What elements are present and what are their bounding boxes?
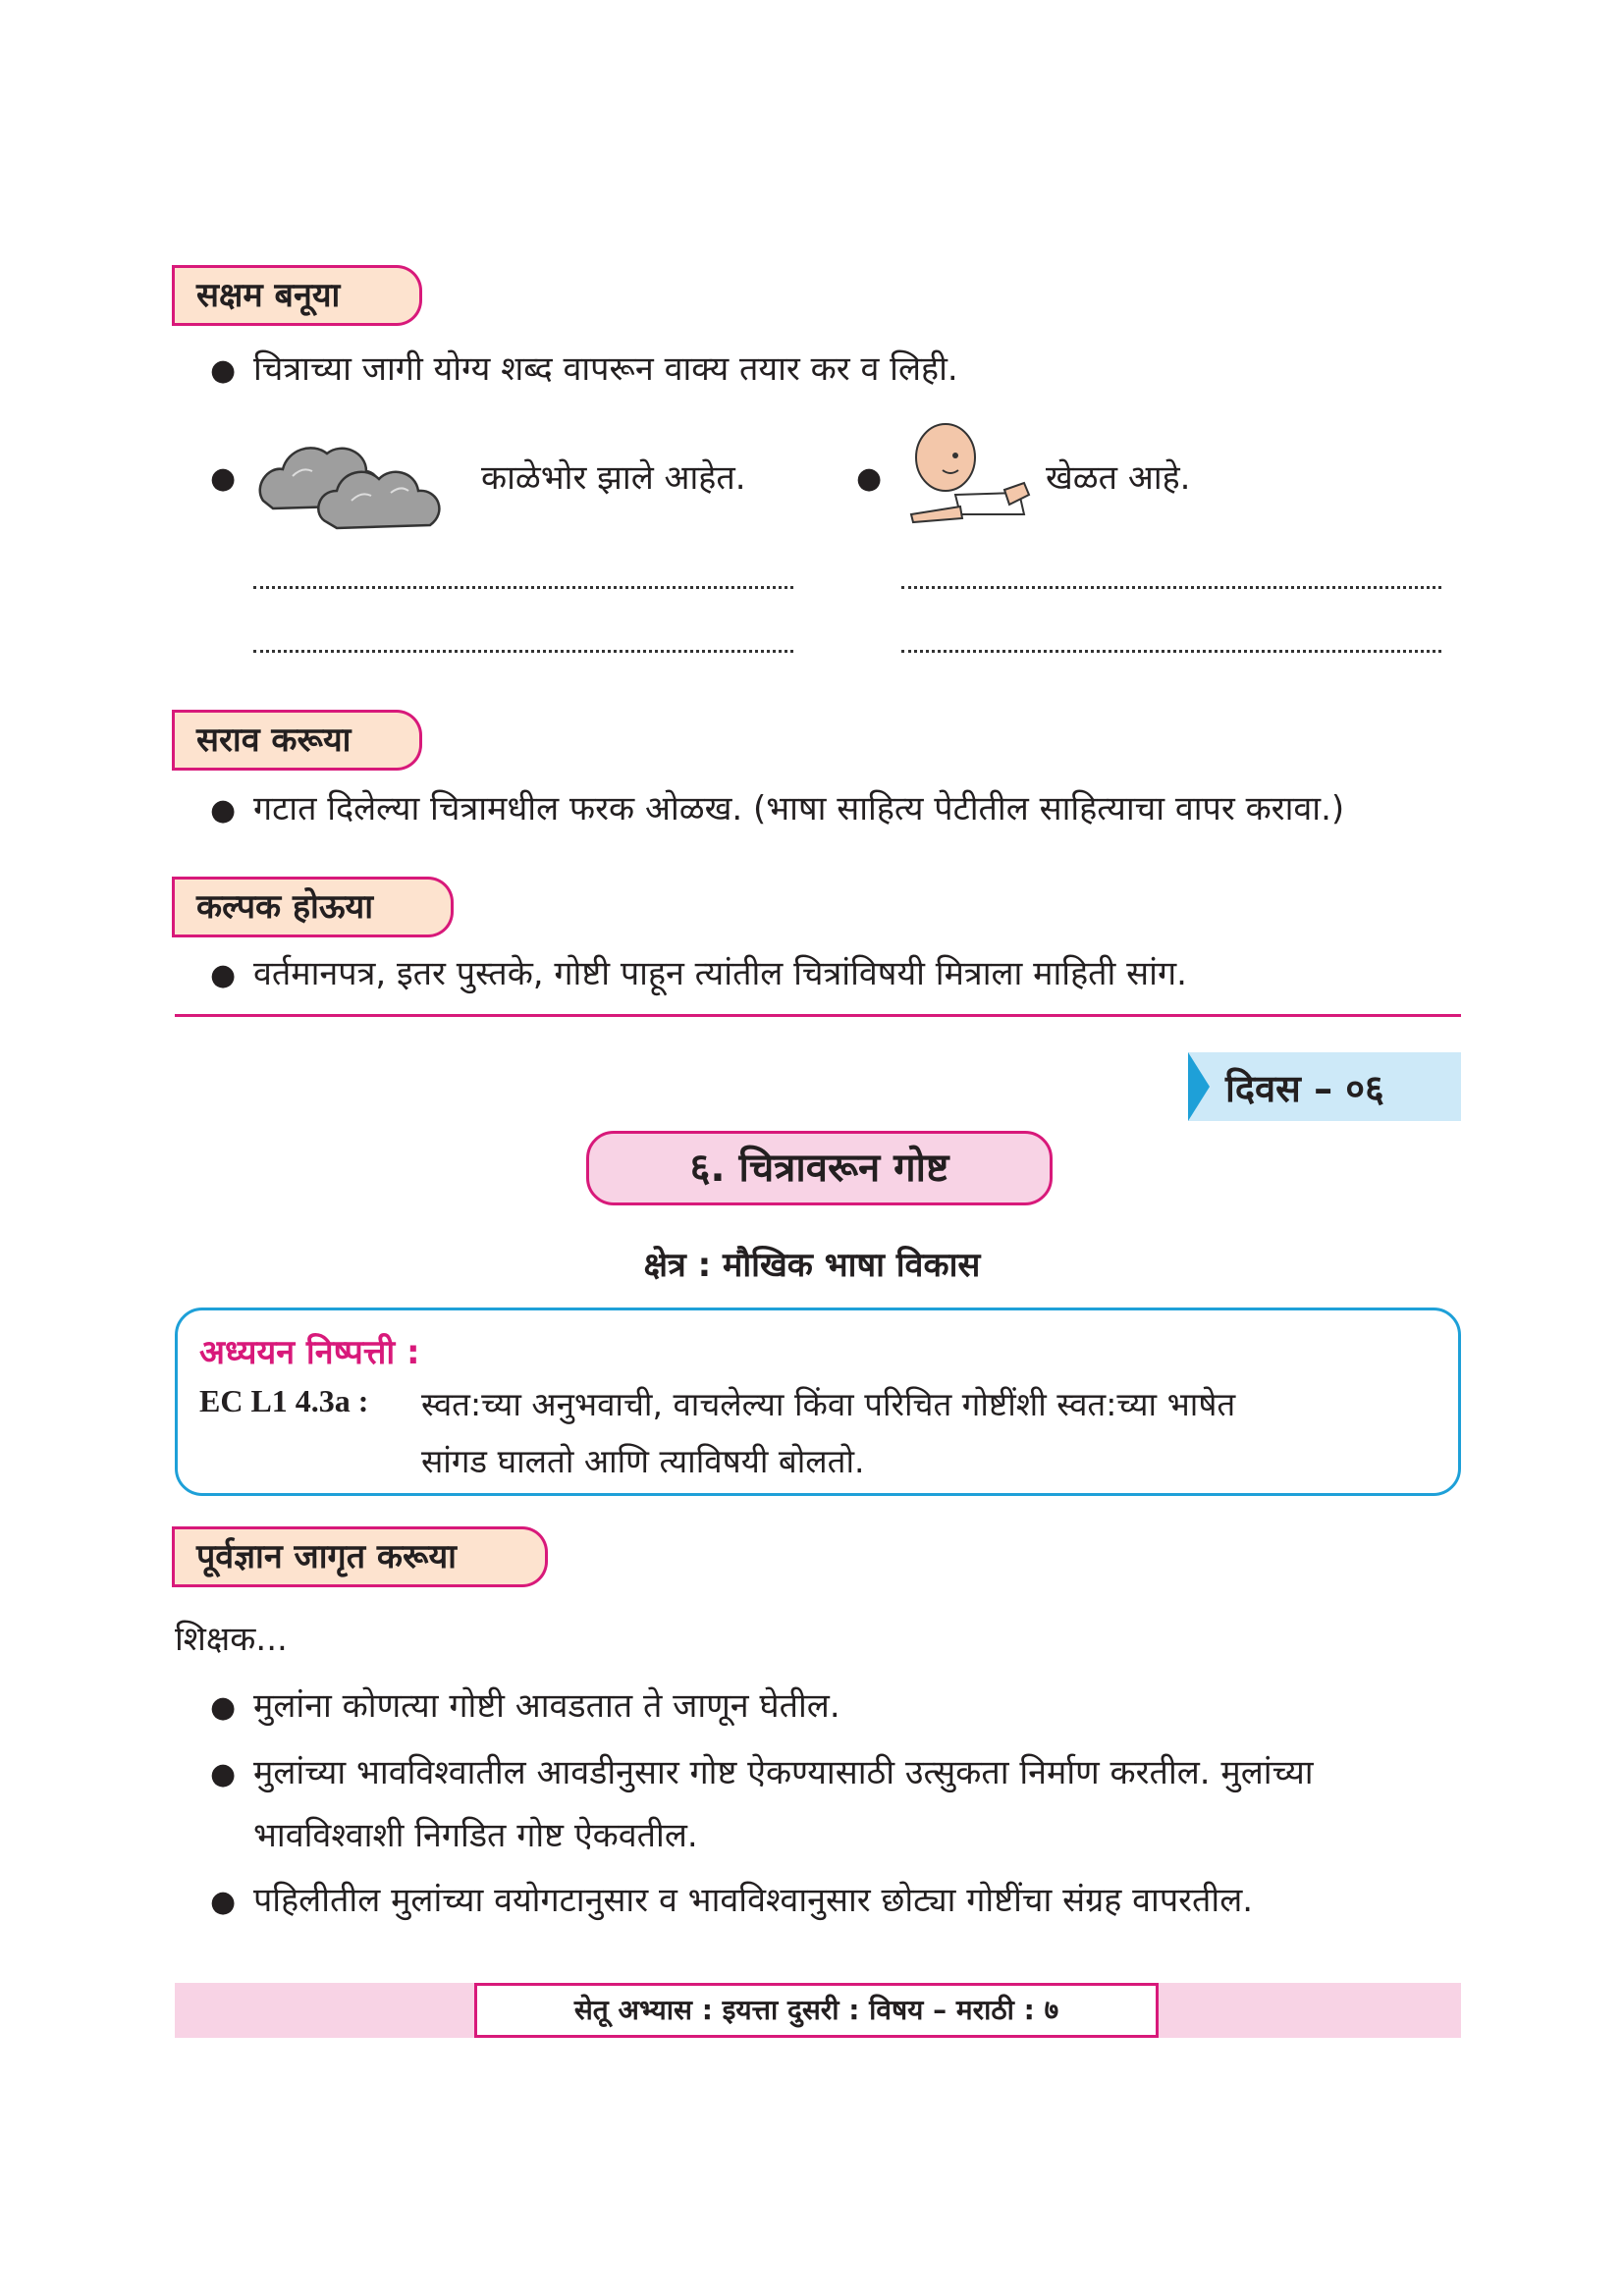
- prior-bullet-3: पहिलीतील मुलांच्या वयोगटानुसार व भावविश्वानुसार छोट्या गोष्टींचा संग्रह वापरतील.: [253, 1881, 1254, 1920]
- bullet-icon: ●: [856, 461, 883, 496]
- bullet-icon: ●: [210, 1885, 237, 1919]
- footer-text: सेतू अभ्यास : इयत्ता दुसरी : विषय – मराठी : ७: [474, 1983, 1159, 2038]
- bullet-icon: ●: [210, 461, 237, 496]
- day-label-box: [1188, 1052, 1461, 1121]
- bullet-icon: ●: [210, 793, 237, 828]
- domain-line: क्षेत्र : मौखिक भाषा विकास: [643, 1246, 981, 1285]
- bullet-icon: ●: [210, 958, 237, 992]
- day-label: दिवस – ०६: [1225, 1067, 1384, 1110]
- section-badge-practice: सराव करूया: [175, 710, 422, 771]
- answer-line[interactable]: [901, 586, 1441, 589]
- bullet-icon: ●: [210, 1690, 237, 1725]
- arrow-icon: [1188, 1052, 1210, 1121]
- instruction-text: गटात दिलेल्या चित्रामधील फरक ओळख. (भाषा साहित्य पेटीतील साहित्याचा वापर करावा.): [253, 789, 1345, 828]
- outcome-line1: स्वत:च्या अनुभवाची, वाचलेल्या किंवा परिचित गोष्टींशी स्वत:च्या भाषेत: [421, 1385, 1236, 1423]
- item2-text: खेळत आहे.: [1046, 458, 1191, 498]
- prior-bullet-1: मुलांना कोणत्या गोष्टी आवडतात ते जाणून घेतील.: [253, 1686, 840, 1726]
- prior-bullet-2-line2: भावविश्वाशी निगडित गोष्ट ऐकवतील.: [253, 1816, 698, 1855]
- section-badge-prior-knowledge: पूर्वज्ञान जागृत करूया: [175, 1526, 548, 1587]
- footer-band: [175, 1983, 1461, 2038]
- bullet-icon: ●: [210, 1757, 237, 1791]
- outcome-code: EC L1 4.3a :: [199, 1383, 369, 1418]
- item1-text: काळेभोर झाले आहेत.: [481, 458, 746, 498]
- section-badge-capable: सक्षम बनूया: [175, 265, 422, 326]
- instruction-text: चित्राच्या जागी योग्य शब्द वापरून वाक्य तयार कर व लिही.: [253, 349, 958, 389]
- prior-bullet-2-line1: मुलांच्या भावविश्वातील आवडीनुसार गोष्ट ऐकण्यासाठी उत्सुकता निर्माण करतील. मुलांच्या: [253, 1753, 1314, 1792]
- answer-line[interactable]: [901, 650, 1441, 653]
- outcome-line2: सांगड घालतो आणि त्याविषयी बोलतो.: [421, 1442, 865, 1480]
- learning-outcome-box: [175, 1308, 1461, 1496]
- section-badge-creative: कल्पक होऊया: [175, 877, 454, 937]
- baby-icon: [901, 416, 1039, 529]
- answer-line[interactable]: [253, 586, 793, 589]
- teacher-lead: शिक्षक...: [175, 1620, 288, 1659]
- bullet-icon: ●: [210, 353, 237, 388]
- instruction-text: वर्तमानपत्र, इतर पुस्तके, गोष्टी पाहून त्यांतील चित्रांविषयी मित्राला माहिती सांग.: [253, 954, 1187, 993]
- section-divider: [175, 1014, 1461, 1017]
- lesson-title: ६. चित्रावरून गोष्ट: [586, 1131, 1053, 1205]
- outcome-heading: अध्ययन निष्पत्ती :: [199, 1333, 420, 1372]
- answer-line[interactable]: [253, 650, 793, 653]
- clouds-icon: [253, 432, 469, 535]
